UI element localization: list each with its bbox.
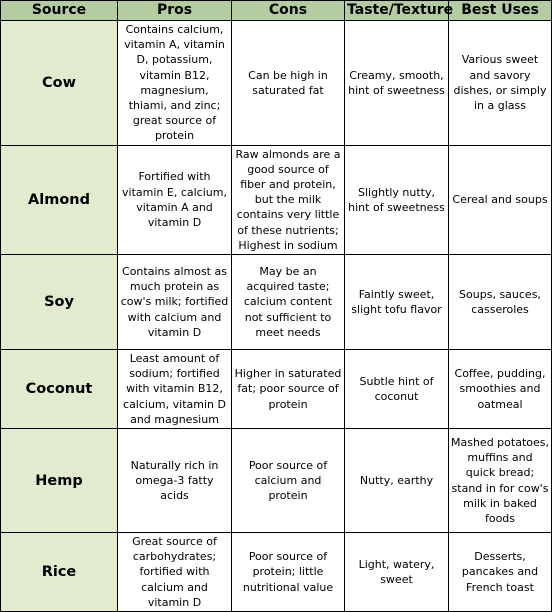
taste-cell: Creamy, smooth, hint of sweetness <box>345 21 449 146</box>
header-pros: Pros <box>118 1 232 21</box>
source-cell: Hemp <box>1 429 118 533</box>
taste-cell: Subtle hint of coconut <box>345 350 449 429</box>
taste-cell: Faintly sweet, slight tofu flavor <box>345 255 449 350</box>
header-taste-texture: Taste/Texture <box>345 1 449 21</box>
taste-cell: Nutty, earthy <box>345 429 449 533</box>
source-cell: Coconut <box>1 350 118 429</box>
cons-cell: Higher in saturated fat; poor source of protein <box>232 350 345 429</box>
taste-cell: Light, watery, sweet <box>345 533 449 612</box>
source-cell: Soy <box>1 255 118 350</box>
table-row <box>1 145 552 254</box>
uses-cell: Coffee, pudding, smoothies and oatmeal <box>449 350 552 429</box>
uses-cell: Mashed potatoes, muffins and quick bread; stand in for cow's milk in baked foods <box>449 429 552 533</box>
table-row <box>1 350 552 429</box>
header-row <box>1 1 552 21</box>
table-row <box>1 429 552 533</box>
header-best-uses: Best Uses <box>449 1 552 21</box>
source-cell: Rice <box>1 533 118 612</box>
cons-cell: May be an acquired taste; calcium content not sufficient to meet needs <box>232 255 345 350</box>
pros-cell: Contains almost as much protein as cow's milk; fortified with calcium and vitamin D <box>118 255 232 350</box>
header-source: Source <box>1 1 118 21</box>
cons-cell: Can be high in saturated fat <box>232 21 345 146</box>
cons-cell: Raw almonds are a good source of fiber and protein, but the milk contains very little of these nutrients; Highest in sodium <box>232 145 345 254</box>
uses-cell: Desserts, pancakes and French toast <box>449 533 552 612</box>
uses-cell: Soups, sauces, casseroles <box>449 255 552 350</box>
table-row <box>1 21 552 146</box>
pros-cell: Least amount of sodium; fortified with vitamin B12, calcium, vitamin D and magnesium <box>118 350 232 429</box>
pros-cell: Great source of carbohydrates; fortified with calcium and vitamin D <box>118 533 232 612</box>
source-cell: Cow <box>1 21 118 146</box>
uses-cell: Various sweet and savory dishes, or simply in a glass <box>449 21 552 146</box>
pros-cell: Contains calcium, vitamin A, vitamin D, potassium, vitamin B12, magnesium, thiami, and zinc; great source of protein <box>118 21 232 146</box>
cons-cell: Poor source of calcium and protein <box>232 429 345 533</box>
pros-cell: Fortified with vitamin E, calcium, vitamin A and vitamin D <box>118 145 232 254</box>
uses-cell: Cereal and soups <box>449 145 552 254</box>
taste-cell: Slightly nutty, hint of sweetness <box>345 145 449 254</box>
source-cell: Almond <box>1 145 118 254</box>
cons-cell: Poor source of protein; little nutritional value <box>232 533 345 612</box>
header-cons: Cons <box>232 1 345 21</box>
table-row <box>1 255 552 350</box>
pros-cell: Naturally rich in omega-3 fatty acids <box>118 429 232 533</box>
